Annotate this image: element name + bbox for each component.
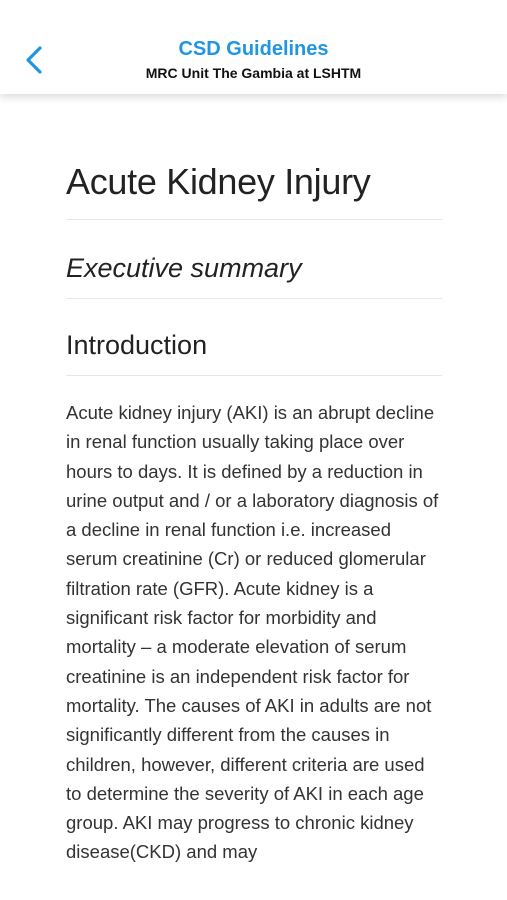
section-heading-introduction[interactable]: Introduction bbox=[66, 330, 208, 360]
navigation-bar bbox=[0, 0, 507, 94]
nav-subtitle: MRC Unit The Gambia at LSHTM bbox=[145, 65, 362, 81]
divider bbox=[66, 298, 442, 299]
introduction-paragraph: Acute kidney injury (AKI) is an abrupt decline in renal function usually taking place over hours to days. It is defined by a reduction in urine output and / or a laboratory diagnosis of a decline in renal function i.e. increased serum creatinine (Cr) or reduced glomerular filtration rate (GFR). Acute kidney is a significant risk factor for morbidity and mortality – a moderate elevation of serum creatinine is an independent risk factor for mortality. The causes of AKI in adults are not significantly different from the causes in children, however, different criteria are used to determine the severity of AKI in each age group. AKI may progress to chronic kidney disease(CKD) and may bbox=[66, 402, 439, 863]
divider bbox=[66, 219, 442, 220]
nav-title: CSD Guidelines bbox=[178, 38, 329, 60]
article-content bbox=[66, 94, 442, 867]
divider bbox=[66, 375, 442, 376]
page-title: Acute Kidney Injury bbox=[66, 161, 371, 202]
section-heading-executive-summary[interactable]: Executive summary bbox=[66, 253, 302, 283]
